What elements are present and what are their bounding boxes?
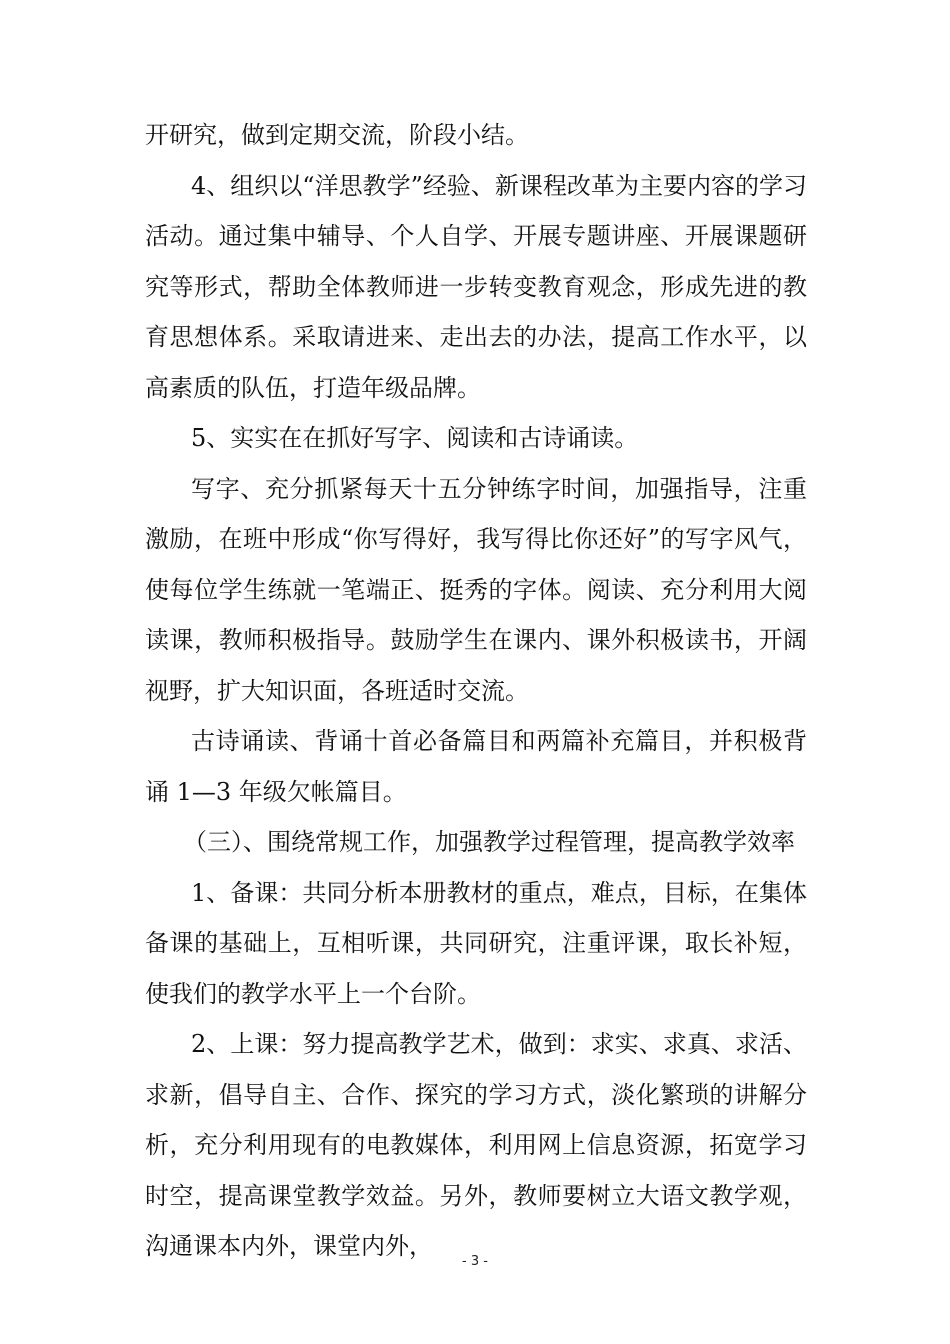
section-heading-3: （三）、围绕常规工作，加强教学过程管理，提高教学效率 xyxy=(183,828,795,856)
paragraph-item-5: 5、实实在在抓好写字、阅读和古诗诵读。 xyxy=(191,424,639,452)
paragraph-lesson-prep: 1、备课：共同分析本册教材的重点，难点，目标，在集体备课的基础上，互相听课，共同研究，注重评课，取长补短，使我们的教学水平上一个台阶。 xyxy=(145,878,807,1008)
page-number: - 3 - xyxy=(462,1254,488,1269)
paragraph-writing-reading: 写字、充分抓紧每天十五分钟练字时间，加强指导，注重激励，在班中形成“你写得好，我写得比你还好”的写字风气，使每位学生练就一笔端正、挺秀的字体。阅读、充分利用大阅读课，教师积极指导。鼓励学生在课内、课外积极读书，开阔视野，扩大知识面，各班适时交流。 xyxy=(145,474,807,705)
paragraph-teaching: 2、上课：努力提高教学艺术，做到：求实、求真、求活、求新，倡导自主、合作、探究的学习方式，淡化繁琐的讲解分析，充分利用现有的电教媒体，利用网上信息资源，拓宽学习时空，提高课堂教学效益。另外，教师要树立大语文教学观，沟通课本内外，课堂内外， xyxy=(145,1030,807,1260)
paragraph-item-4: 4、组织以“洋思教学”经验、新课程改革为主要内容的学习活动。通过集中辅导、个人自学、开展专题讲座、开展课题研究等形式，帮助全体教师进一步转变教育观念，形成先进的教育思想体系。采取请进来、走出去的办法，提高工作水平，以高素质的队伍，打造年级品牌。 xyxy=(145,171,807,402)
document-body xyxy=(145,110,807,1272)
paragraph-continuation: 开研究，做到定期交流，阶段小结。 xyxy=(145,121,529,149)
paragraph-poetry: 古诗诵读、背诵十首必备篇目和两篇补充篇目，并积极背诵 1—3 年级欠帐篇目。 xyxy=(145,727,807,806)
